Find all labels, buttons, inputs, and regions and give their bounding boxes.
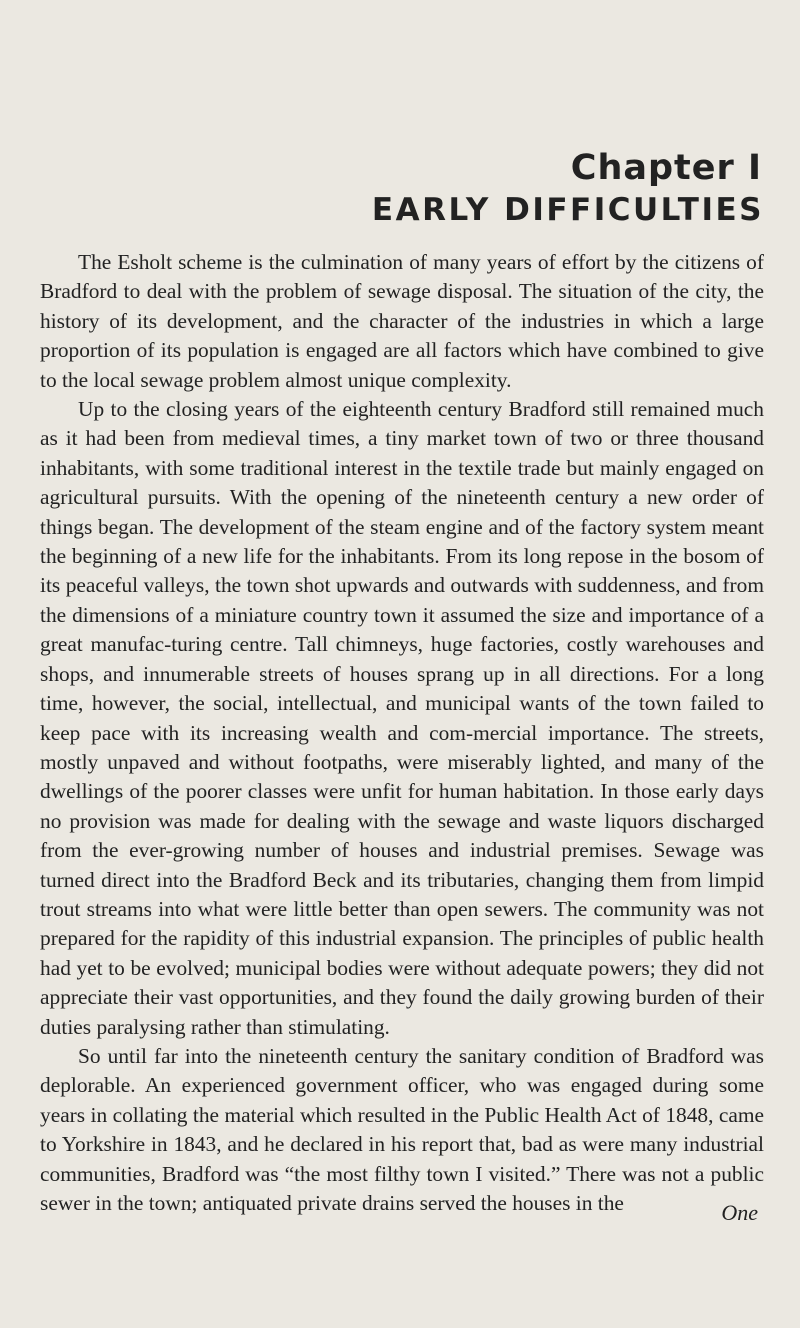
paragraph-3: So until far into the nineteenth century the sanitary condition of Bradford was deplorable. An experienced government officer, who was engaged during some years in collating the material which resulted in the Public Health Act of 1848, came to Yorkshire in 1843, and he declared in his report that, bad as were many industrial communities, Bradford was “the most filthy town I visited.” There was not a public sewer in the town; antiquated private drains served the houses in the xyxy=(40,1043,764,1215)
catchword: One xyxy=(721,1200,758,1225)
chapter-label: Chapter I xyxy=(570,148,762,188)
paragraph-2: Up to the closing years of the eighteenth century Bradford still remained much as it had been from medieval times, a tiny market town of two or three thousand inhabitants, with some traditional interest in the textile trade but mainly engaged on agricultural pursuits. With the opening of the nineteenth century a new order of things began. The development of the steam engine and of the factory system meant the beginning of a new life for the inhabitants. From its long repose in the bosom of its peaceful valleys, the town shot upwards and outwards with suddenness, and from the dimensions of a miniature country town it assumed the size and importance of a great manufac-turing centre. Tall chimneys, huge factories, costly warehouses and shops, and innumerable streets of houses sprang up in all directions. For a long time, however, the social, intellectual, and municipal wants of the town failed to keep pace with its increasing wealth and com-mercial importance. The streets, mostly unpaved and without footpaths, were miserably lighted, and many of the dwellings of the poorer classes were unfit for human habitation. In those early days no provision was made for dealing with the sewage and waste liquors discharged from the ever-growing number of houses and industrial premises. Sewage was turned direct into the Bradford Beck and its tributaries, changing them from limpid trout streams into what were little better than open sewers. The community was not prepared for the rapidity of this industrial expansion. The principles of public health had yet to be evolved; municipal bodies were without adequate powers; they did not appreciate their vast opportunities, and they found the daily growing burden of their duties paralysing rather than stimulating. xyxy=(40,397,764,1039)
paragraph-1: The Esholt scheme is the culmination of many years of effort by the citizens of Bradford to deal with the problem of sewage disposal. The situation of the city, the history of its development, and the character of the industries in which a large proportion of its population is engaged are all factors which have combined to give to the local sewage problem almost unique complexity. xyxy=(40,250,764,392)
body-text xyxy=(40,248,764,1218)
chapter-title: EARLY DIFFICULTIES xyxy=(371,192,764,228)
